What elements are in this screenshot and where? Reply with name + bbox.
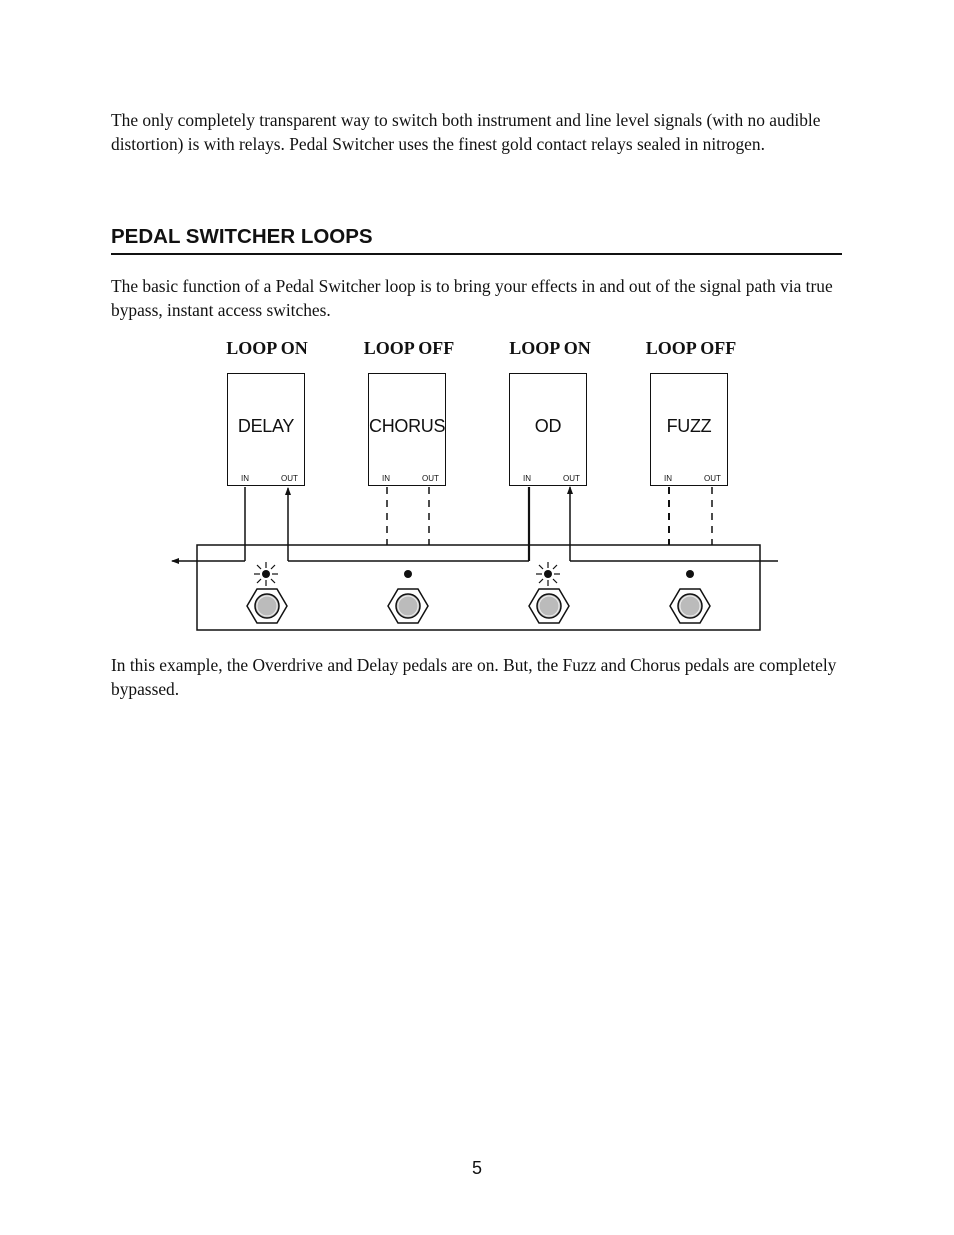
jack-out-label: OUT [281, 474, 298, 483]
jack-in-label: IN [664, 474, 672, 483]
pedal-name: DELAY [237, 416, 295, 436]
led-lit-icon [536, 562, 560, 586]
footswitch-icon [247, 589, 287, 623]
section-description: The basic function of a Pedal Switcher loop is to bring your effects in and out of the signal path via true bypass, instant access switches. [111, 276, 833, 320]
loop-3-status: LOOP ON [509, 338, 591, 358]
footswitch-icon [388, 589, 428, 623]
loop-1-status: LOOP ON [226, 338, 308, 358]
footswitch-icon [670, 589, 710, 623]
led-lit-icon [254, 562, 278, 586]
loop-2-status: LOOP OFF [363, 338, 455, 358]
jack-out-label: OUT [704, 474, 721, 483]
jack-out-label: OUT [422, 474, 439, 483]
switcher-enclosure [197, 545, 760, 630]
pedal-name: OD [534, 416, 562, 436]
caption-paragraph: In this example, the Overdrive and Delay pedals are on. But, the Fuzz and Chorus pedals are completely bypassed. [111, 655, 837, 699]
intro-paragraph: The only completely transparent way to switch both instrument and line level signals (with no audible distortion) is with relays. Pedal Switcher uses the finest gold contact relays sealed in nitrogen. [111, 110, 821, 154]
jack-in-label: IN [241, 474, 249, 483]
jack-in-label: IN [382, 474, 390, 483]
pedal-name: FUZZ [666, 416, 712, 436]
pedal-name: CHORUS [369, 416, 446, 436]
jack-in-label: IN [523, 474, 531, 483]
loop-4-status: LOOP OFF [645, 338, 737, 358]
section-heading: PEDAL SWITCHER LOOPS [111, 224, 842, 255]
led-off-icon [686, 570, 694, 578]
jack-out-label: OUT [563, 474, 580, 483]
footswitch-icon [529, 589, 569, 623]
led-off-icon [404, 570, 412, 578]
page-number: 5 [471, 1158, 482, 1178]
